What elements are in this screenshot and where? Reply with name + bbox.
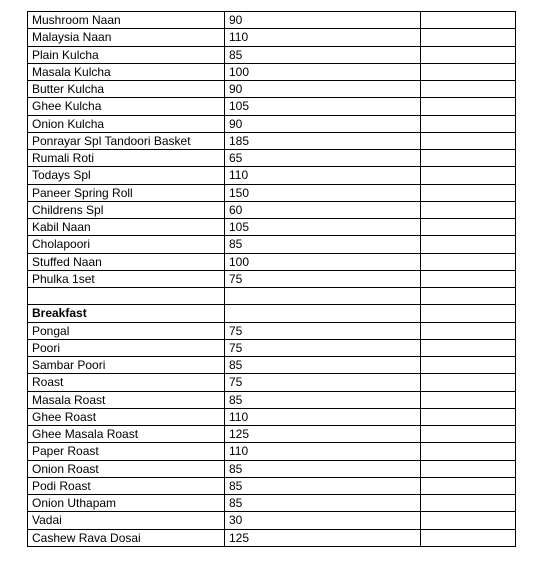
empty-cell <box>421 270 516 287</box>
empty-cell <box>421 512 516 529</box>
price-cell: 100 <box>225 253 421 270</box>
table-row <box>28 63 516 80</box>
empty-cell <box>421 460 516 477</box>
item-name-cell: Onion Roast <box>28 460 225 477</box>
table-row <box>28 150 516 167</box>
table-row <box>28 288 516 305</box>
item-name-cell: Kabil Naan <box>28 219 225 236</box>
empty-cell <box>421 443 516 460</box>
table-row <box>28 167 516 184</box>
item-name-cell: Ghee Kulcha <box>28 98 225 115</box>
empty-cell <box>421 426 516 443</box>
table-row <box>28 408 516 425</box>
price-cell: 110 <box>225 167 421 184</box>
item-name-cell: Sambar Poori <box>28 357 225 374</box>
price-cell: 75 <box>225 339 421 356</box>
price-cell: 75 <box>225 270 421 287</box>
empty-cell <box>421 495 516 512</box>
item-name-cell: Rumali Roti <box>28 150 225 167</box>
price-cell: 30 <box>225 512 421 529</box>
table-row <box>28 46 516 63</box>
empty-cell <box>421 253 516 270</box>
table-row <box>28 132 516 149</box>
item-name-cell: Paneer Spring Roll <box>28 184 225 201</box>
empty-cell <box>421 305 516 322</box>
empty-cell <box>421 288 516 305</box>
table-row <box>28 270 516 287</box>
item-name-cell: Todays Spl <box>28 167 225 184</box>
item-name-cell: Pongal <box>28 322 225 339</box>
table-row <box>28 12 516 29</box>
table-row <box>28 29 516 46</box>
item-name-cell: Butter Kulcha <box>28 81 225 98</box>
table-row <box>28 236 516 253</box>
empty-cell <box>421 219 516 236</box>
item-name-cell: Cashew Rava Dosai <box>28 529 225 546</box>
item-name-cell: Paper Roast <box>28 443 225 460</box>
table-row <box>28 322 516 339</box>
item-name-cell: Vadai <box>28 512 225 529</box>
table-row <box>28 253 516 270</box>
price-cell: 125 <box>225 426 421 443</box>
item-name-cell: Mushroom Naan <box>28 12 225 29</box>
price-cell: 110 <box>225 443 421 460</box>
table-row <box>28 357 516 374</box>
price-cell: 85 <box>225 46 421 63</box>
price-cell: 105 <box>225 98 421 115</box>
empty-cell <box>421 81 516 98</box>
price-cell <box>225 305 421 322</box>
item-name-cell: Onion Kulcha <box>28 115 225 132</box>
empty-cell <box>421 29 516 46</box>
price-cell: 90 <box>225 12 421 29</box>
empty-cell <box>421 477 516 494</box>
empty-cell <box>421 132 516 149</box>
item-name-cell: Masala Kulcha <box>28 63 225 80</box>
empty-cell <box>421 63 516 80</box>
empty-cell <box>421 408 516 425</box>
empty-cell <box>421 12 516 29</box>
price-cell: 90 <box>225 115 421 132</box>
table-row <box>28 339 516 356</box>
empty-cell <box>421 357 516 374</box>
item-name-cell: Malaysia Naan <box>28 29 225 46</box>
price-cell: 85 <box>225 477 421 494</box>
price-cell: 85 <box>225 460 421 477</box>
empty-cell <box>421 374 516 391</box>
price-cell: 65 <box>225 150 421 167</box>
item-name-cell: Childrens Spl <box>28 201 225 218</box>
section-header-row <box>28 305 516 322</box>
price-cell: 105 <box>225 219 421 236</box>
table-row <box>28 495 516 512</box>
item-name-cell: Phulka 1set <box>28 270 225 287</box>
empty-cell <box>421 46 516 63</box>
empty-cell <box>421 339 516 356</box>
price-cell: 85 <box>225 357 421 374</box>
table-row <box>28 512 516 529</box>
menu-table-body <box>28 12 516 547</box>
price-cell: 100 <box>225 63 421 80</box>
item-name-cell: Ghee Masala Roast <box>28 426 225 443</box>
price-cell: 85 <box>225 236 421 253</box>
price-cell: 110 <box>225 29 421 46</box>
empty-cell <box>421 184 516 201</box>
empty-cell <box>421 150 516 167</box>
table-row <box>28 219 516 236</box>
item-name-cell: Onion Uthapam <box>28 495 225 512</box>
price-cell: 185 <box>225 132 421 149</box>
price-cell: 75 <box>225 322 421 339</box>
empty-cell <box>421 529 516 546</box>
price-cell: 75 <box>225 374 421 391</box>
empty-cell <box>421 115 516 132</box>
price-cell: 85 <box>225 495 421 512</box>
item-name-cell: Cholapoori <box>28 236 225 253</box>
empty-cell <box>421 322 516 339</box>
price-cell: 125 <box>225 529 421 546</box>
table-row <box>28 374 516 391</box>
item-name-cell: Ghee Roast <box>28 408 225 425</box>
table-row <box>28 426 516 443</box>
item-name-cell: Masala Roast <box>28 391 225 408</box>
empty-cell <box>421 236 516 253</box>
table-row <box>28 529 516 546</box>
table-row <box>28 477 516 494</box>
item-name-cell <box>28 288 225 305</box>
table-row <box>28 81 516 98</box>
price-cell: 150 <box>225 184 421 201</box>
table-row <box>28 201 516 218</box>
price-cell: 110 <box>225 408 421 425</box>
item-name-cell: Plain Kulcha <box>28 46 225 63</box>
item-name-cell: Ponrayar Spl Tandoori Basket <box>28 132 225 149</box>
empty-cell <box>421 98 516 115</box>
price-cell <box>225 288 421 305</box>
item-name-cell: Podi Roast <box>28 477 225 494</box>
item-name-cell: Poori <box>28 339 225 356</box>
empty-cell <box>421 391 516 408</box>
price-cell: 60 <box>225 201 421 218</box>
table-row <box>28 115 516 132</box>
table-row <box>28 460 516 477</box>
empty-cell <box>421 201 516 218</box>
menu-price-table <box>27 11 516 547</box>
table-row <box>28 443 516 460</box>
table-row <box>28 184 516 201</box>
section-title: Breakfast <box>28 305 225 322</box>
price-cell: 85 <box>225 391 421 408</box>
item-name-cell: Stuffed Naan <box>28 253 225 270</box>
table-row <box>28 98 516 115</box>
item-name-cell: Roast <box>28 374 225 391</box>
table-row <box>28 391 516 408</box>
price-cell: 90 <box>225 81 421 98</box>
empty-cell <box>421 167 516 184</box>
